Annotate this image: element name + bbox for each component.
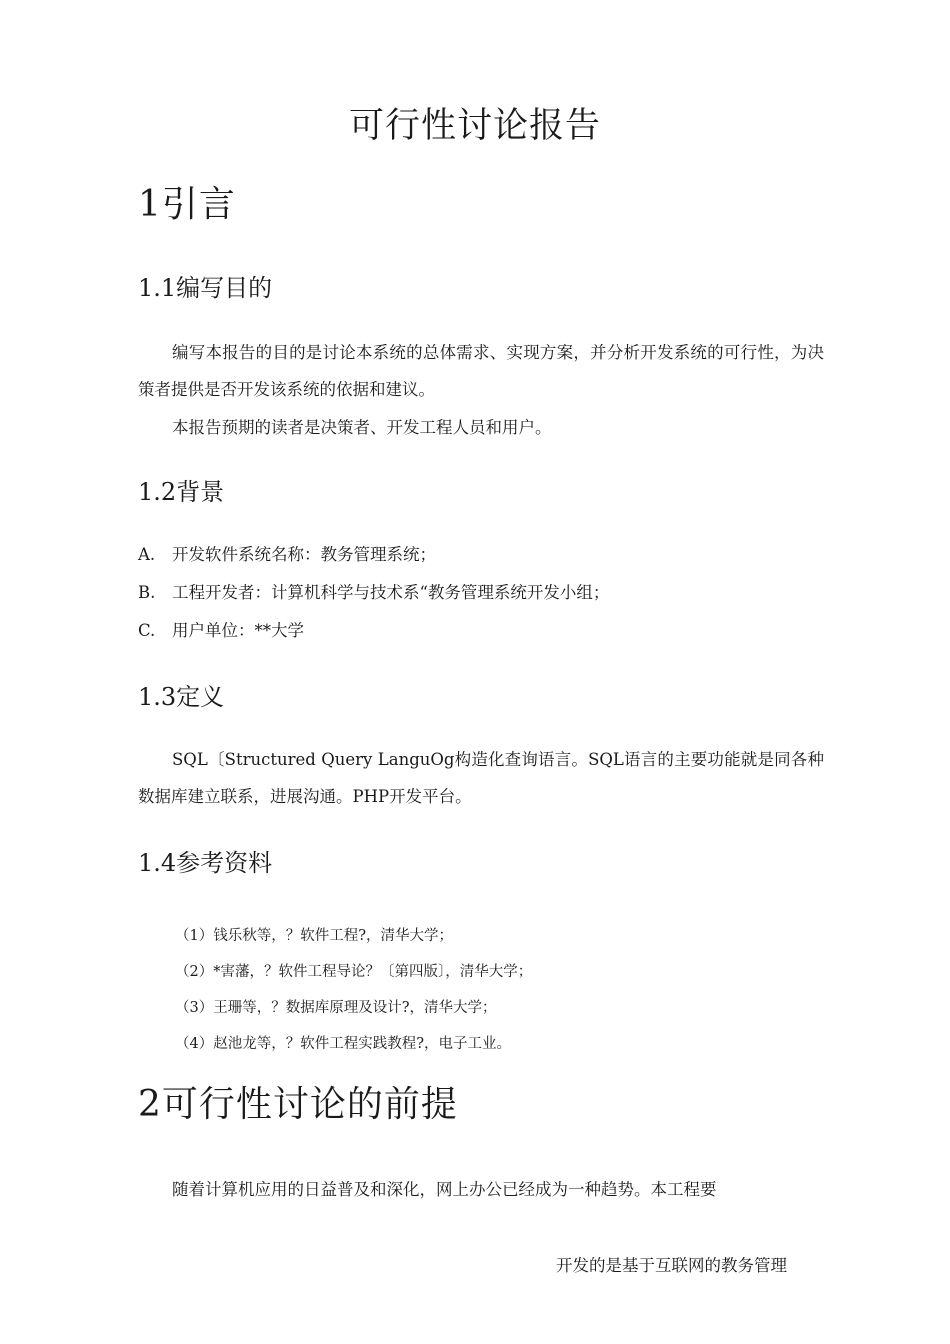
list-item-text: 用户单位：**大学: [172, 621, 304, 640]
section-1-3-heading: 1.3定义: [138, 683, 225, 711]
list-item: [138, 581, 609, 605]
list-item-text: 开发软件系统名称：教务管理系统；: [172, 545, 436, 564]
reference-item: （3）王珊等，？数据库原理及设计?，清华大学；: [175, 1000, 497, 1016]
section-2-paragraph-line-1: 随着计算机应用的日益普及和深化，网上办公已经成为一种趋势。本工程要: [172, 1180, 717, 1199]
section-1-2-heading: 1.2背景: [138, 478, 225, 506]
reference-item: （4）赵池龙等，？软件工程实践教程?，电子工业。: [175, 1036, 511, 1052]
list-item: [138, 543, 436, 567]
section-1-1-heading: 1.1编写目的: [138, 274, 273, 302]
section-1-3-paragraph: SQL〔Structured Query LanguOg构造化查询语言。SQL语言的主要功能就是同各种数据库建立联系，进展沟通。PHP开发平台。: [138, 750, 824, 806]
section-1-heading: 1引言: [138, 184, 236, 225]
section-2-heading: 2可行性讨论的前提: [138, 1084, 458, 1125]
section-1-1-paragraph-2: 本报告预期的读者是决策者、开发工程人员和用户。: [172, 418, 552, 437]
list-marker: A.: [138, 545, 156, 564]
document-title: 可行性讨论报告: [348, 106, 601, 146]
list-item: [138, 619, 304, 643]
list-marker: C.: [138, 621, 156, 640]
list-item-text: 工程开发者：计算机科学与技术系“教务管理系统开发小组；: [172, 583, 610, 602]
list-marker: B.: [138, 583, 156, 602]
reference-item: （2）*害藩，？软件工程导论？〔第四版〕，清华大学；: [175, 964, 533, 980]
section-1-1-paragraph-1: 编写本报告的目的是讨论本系统的总体需求、实现方案，并分析开发系统的可行性，为决策者提供是否开发该系统的依据和建议。: [138, 343, 824, 399]
reference-item: （1）钱乐秋等，？软件工程?，清华大学；: [175, 928, 453, 944]
section-2-paragraph-line-2: 开发的是基于互联网的教务管理: [556, 1256, 787, 1275]
section-1-4-heading: 1.4参考资料: [138, 849, 273, 877]
